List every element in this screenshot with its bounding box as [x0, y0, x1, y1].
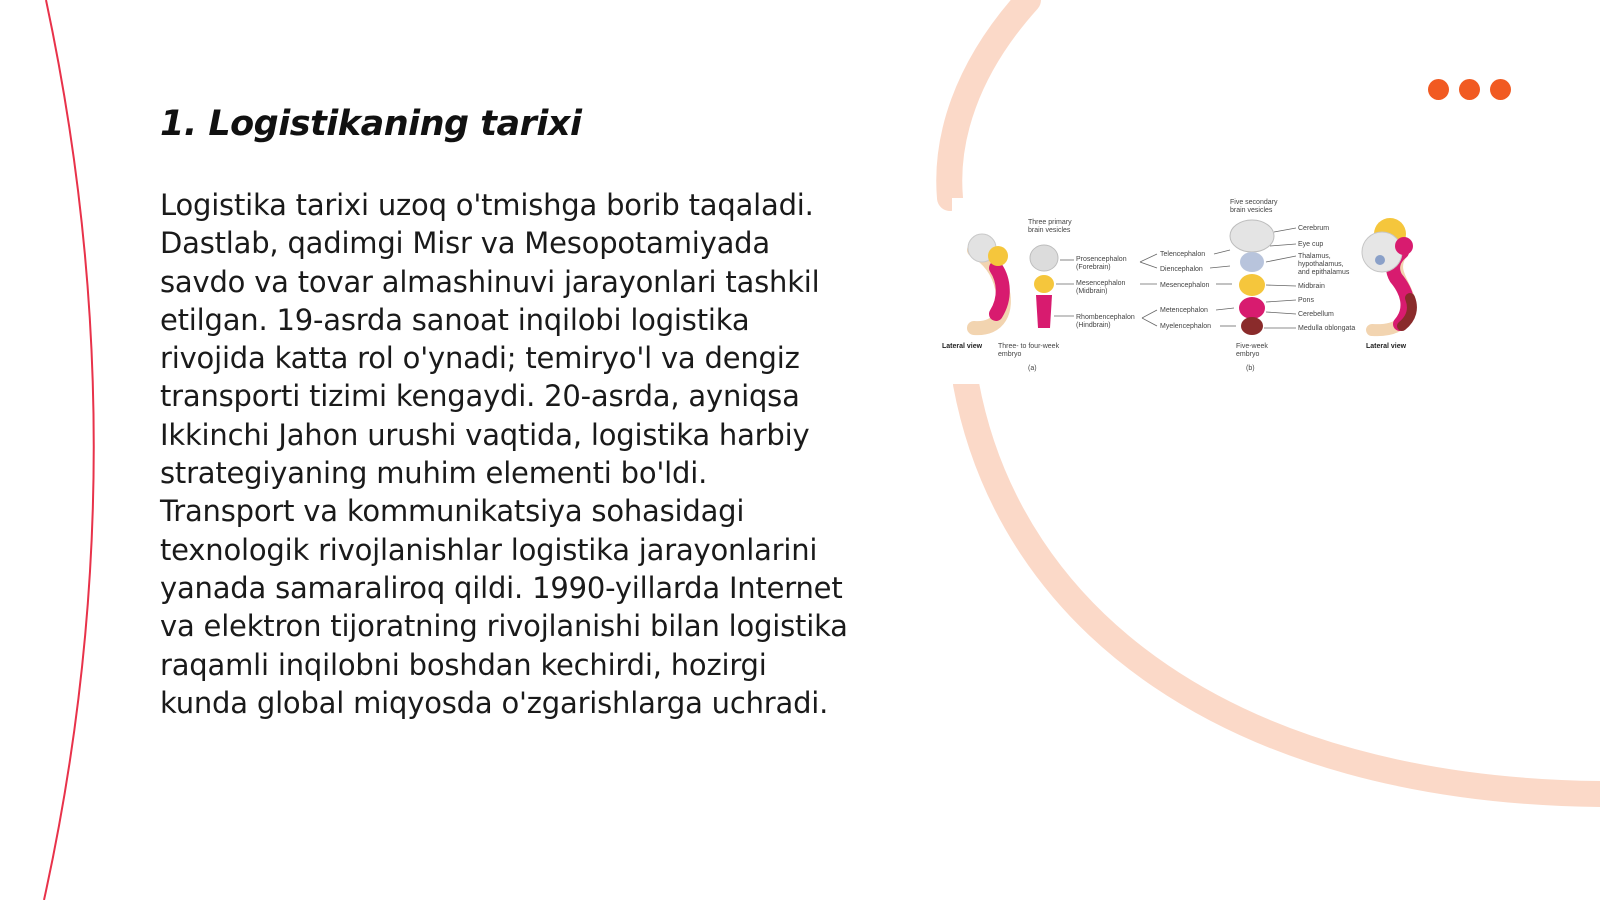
- dot: [1459, 79, 1480, 100]
- secondary-vesicles: [1230, 220, 1274, 335]
- lateral-embryo-right: [1362, 218, 1413, 330]
- label-myelencephalon: Myelencephalon: [1160, 323, 1211, 330]
- panel-a-label: (a): [1028, 365, 1037, 372]
- left-accent-curve: [44, 0, 94, 900]
- label-prosencephalon: Prosencephalon: [1076, 256, 1127, 263]
- decorative-arc-upper: [949, 0, 1028, 198]
- label-cerebellum: Cerebellum: [1298, 311, 1334, 318]
- label-midbrain-right: Midbrain: [1298, 283, 1325, 290]
- label-thalamus: Thalamus,: [1298, 253, 1331, 260]
- dot: [1428, 79, 1449, 100]
- caption-a-line1: Three- to four-week: [998, 343, 1060, 350]
- caption-a-line2: embryo: [998, 351, 1022, 358]
- label-metencephalon: Metencephalon: [1160, 307, 1208, 314]
- caption-b-line2: embryo: [1236, 351, 1260, 358]
- label-epithalamus: and epithalamus: [1298, 269, 1350, 276]
- label-eye-cup: Eye cup: [1298, 241, 1324, 248]
- label-forebrain: (Forebrain): [1076, 264, 1111, 271]
- label-hindbrain: (Hindbrain): [1076, 322, 1111, 329]
- label-mesencephalon-left: Mesencephalon: [1076, 280, 1126, 287]
- primary-vesicles: [1030, 245, 1058, 328]
- slide-title: 1. Logistikaning tarixi: [160, 104, 582, 144]
- left-header-line2: brain vesicles: [1028, 227, 1071, 234]
- lateral-view-label-right: Lateral view: [1366, 343, 1407, 350]
- label-mesencephalon-mid: Mesencephalon: [1160, 282, 1210, 289]
- label-midbrain-left: (Midbrain): [1076, 288, 1108, 295]
- decorative-arc-lower: [966, 384, 1600, 794]
- caption-b-line1: Five-week: [1236, 343, 1268, 350]
- dot: [1490, 79, 1511, 100]
- label-medulla-oblongata: Medulla oblongata: [1298, 325, 1356, 332]
- brain-development-figure: [942, 198, 1462, 384]
- lateral-view-label-left: Lateral view: [942, 343, 983, 350]
- left-header-line1: Three primary: [1028, 219, 1072, 226]
- lateral-embryo-left: [968, 234, 1008, 328]
- three-dots-icon: [1428, 79, 1511, 100]
- panel-b-label: (b): [1246, 365, 1255, 372]
- label-rhombencephalon: Rhombencephalon: [1076, 314, 1135, 321]
- slide-body-text: Logistika tarixi uzoq o'tmishga borib taqaladi. Dastlab, qadimgi Misr va Mesopotamiyada savdo va tovar almashinuvi jarayonlari tashkil etilgan. 19-asrda sanoat inqilobi logistika rivojida katta rol o'ynadi; temiryo'l va dengiz transporti tizimi kengaydi. 20-asrda, ayniqsa Ikkinchi Jahon urushi vaqtida, logistika harbiy strategiyaning muhim elementi bo'ldi. Transport va kommunikatsiya sohasidagi texnologik rivojlanishlar logistika jarayonlarini yanada samaraliroq qildi. 1990-yillarda Internet va elektron tijoratning rivojlanishi bilan logistika raqamli inqilobni boshdan kechirdi, hozirgi kunda global miqyosda o'zgarishlarga uchradi.: [160, 188, 848, 720]
- label-hypothalamus: hypothalamus,: [1298, 261, 1344, 268]
- right-header-line1: Five secondary: [1230, 199, 1278, 206]
- label-cerebrum: Cerebrum: [1298, 225, 1330, 232]
- label-telencephalon: Telencephalon: [1160, 251, 1206, 258]
- label-diencephalon: Diencephalon: [1160, 266, 1203, 273]
- label-pons: Pons: [1298, 297, 1314, 304]
- right-header-line2: brain vesicles: [1230, 207, 1273, 214]
